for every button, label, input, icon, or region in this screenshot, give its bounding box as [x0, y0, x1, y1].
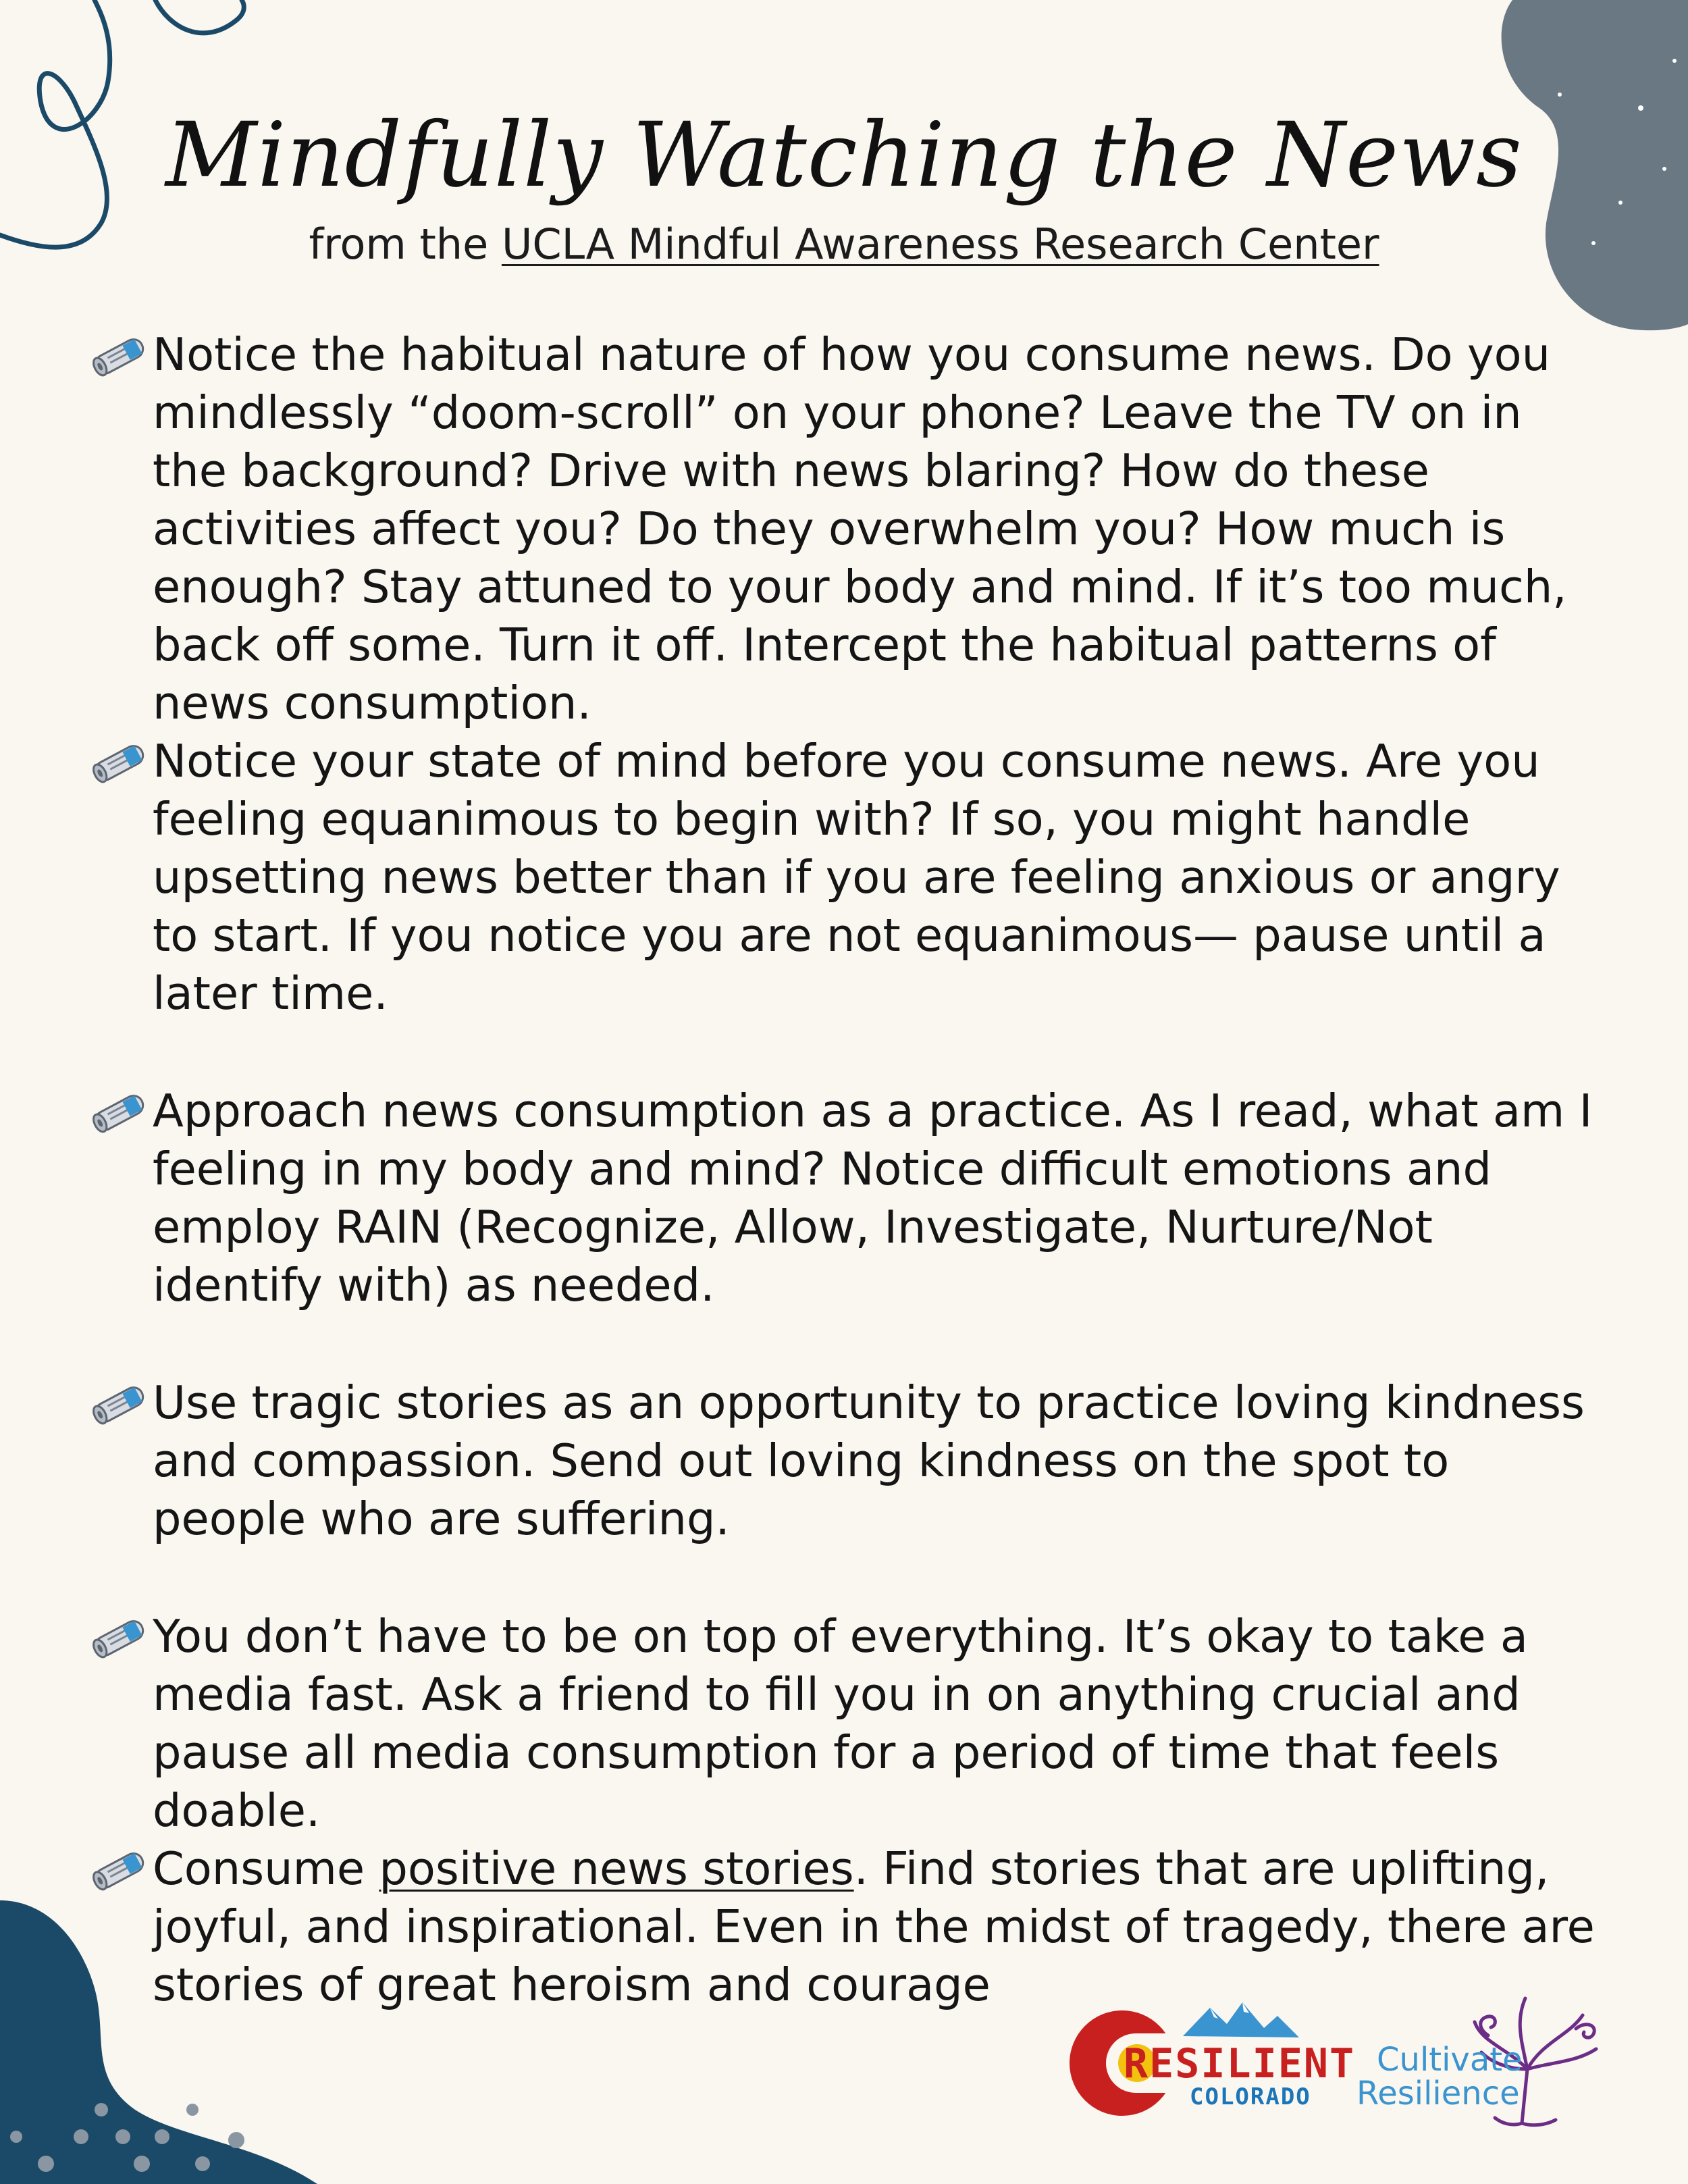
- cultivate-word: Cultivate: [1377, 2041, 1523, 2079]
- cultivate-resilience-logo: [1353, 1988, 1637, 2130]
- rolled-newspaper-icon: [88, 1846, 150, 1894]
- tip-text: Notice your state of mind before you consume news. Are you feeling equanimous to begin with? If so, you might handle upsetting news better than if you are feeling anxious or angry to start. If you notice you are not equanimous— pause until a later time.: [153, 735, 1560, 1020]
- tip-item: [88, 1607, 1607, 1840]
- rolled-newspaper-icon: [88, 1089, 150, 1136]
- tip-item: [88, 732, 1607, 1022]
- rolled-newspaper-icon: [88, 739, 150, 786]
- rolled-newspaper-icon: [88, 1614, 150, 1661]
- tip-text-after: . Find stories that are uplifting, joyful, and inspirational. Even in the midst of tragedy, there are stories of great heroism and courage: [153, 1842, 1595, 2011]
- tip-text: Use tragic stories as an opportunity to practice loving kindness and compassion. Send out loving kindness on the spot to people who are suffering.: [153, 1376, 1585, 1545]
- colorado-word: COLORADO: [1190, 2083, 1311, 2110]
- tip-text: Notice the habitual nature of how you consume news. Do you mindlessly “doom-scroll” on your phone? Leave the TV on in the background? Drive with news blaring? How do these activities affect you? Do they overwhelm you? How much is enough? Stay attuned to your body and mind. If it’s too much, back off some. Turn it off. Intercept the habitual patterns of news consumption.: [153, 328, 1567, 729]
- tip-item: [88, 1082, 1607, 1314]
- tip-item: [88, 1374, 1607, 1548]
- rolled-newspaper-icon: [88, 1380, 150, 1428]
- source-link[interactable]: UCLA Mindful Awareness Research Center: [501, 219, 1379, 269]
- rolled-newspaper-icon: [88, 332, 150, 380]
- tip-text-before: Consume: [153, 1842, 379, 1895]
- tip-text: Approach news consumption as a practice. As I read, what am I feeling in my body and mind? Notice difficult emotions and employ RAIN (Recognize, Allow, Investigate, Nurture/Not identify with) as needed.: [153, 1085, 1593, 1311]
- subtitle-prefix: from the: [309, 219, 502, 269]
- page-subtitle: [0, 219, 1688, 269]
- dots-decoration: [0, 2062, 284, 2184]
- positive-news-link[interactable]: positive news stories: [379, 1842, 854, 1895]
- tip-item: [88, 326, 1607, 732]
- resilience-word: Resilience: [1356, 2075, 1520, 2112]
- page-title: Mindfully Watching the News: [165, 103, 1523, 207]
- resilient-colorado-logo: [1061, 1996, 1356, 2117]
- tip-text: You don’t have to be on top of everything. It’s okay to take a media fast. Ask a friend to fill you in on anything crucial and pause all media consumption for a period of time that feels doable.: [153, 1610, 1528, 1837]
- resilient-word: RESILIENT: [1124, 2040, 1356, 2087]
